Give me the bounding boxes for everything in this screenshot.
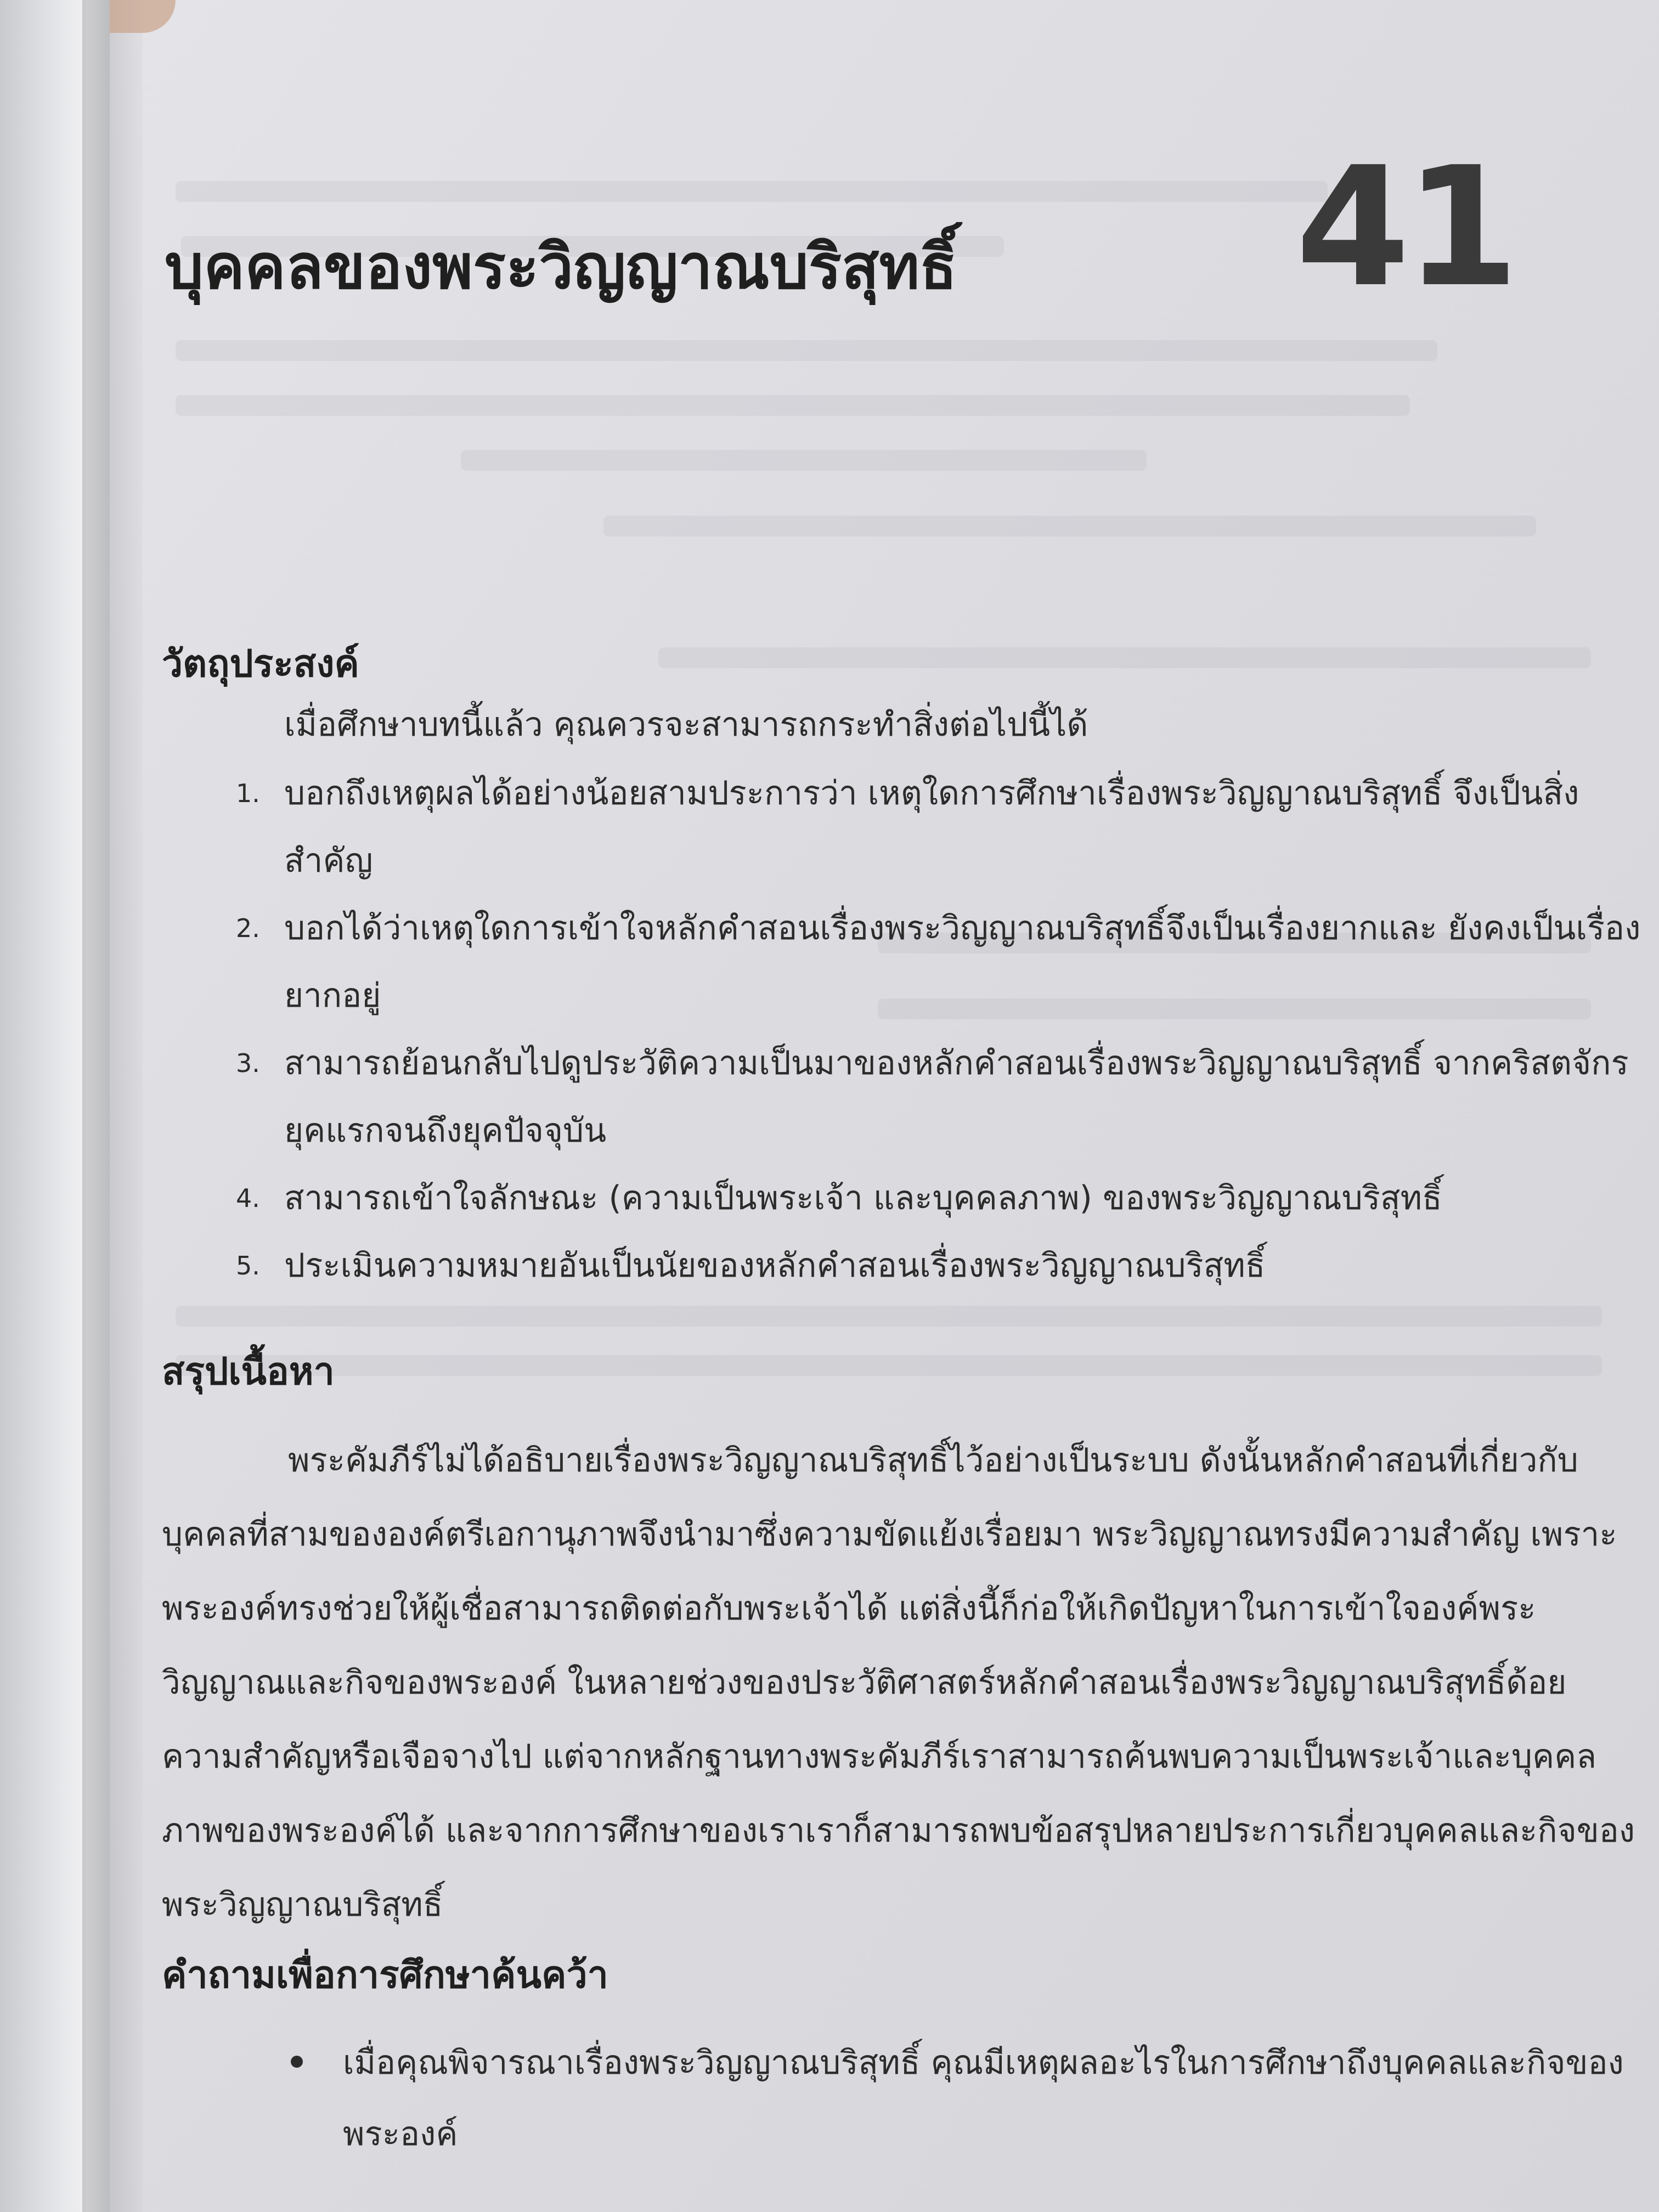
book-page <box>110 0 1659 2212</box>
item-number: 3. <box>236 1048 260 1078</box>
show-through-text <box>176 1355 1602 1376</box>
item-text: สามารถย้อนกลับไปดูประวัติความเป็นมาของหลักคำสอนเรื่องพระวิญญาณบริสุทธิ์ จากคริสตจักรยุคแรกจนถึงยุคปัจจุบัน <box>284 1044 1629 1150</box>
list-item <box>236 1165 1651 1232</box>
list-item <box>291 2027 1659 2170</box>
spine-shadow <box>82 0 143 2212</box>
objectives-heading: วัตถุประสงค์ <box>162 642 359 686</box>
objectives-intro: เมื่อศึกษาบทนี้แล้ว คุณควรจะสามารถกระทำสิ่งต่อไปนี้ได้ <box>284 706 1088 744</box>
item-number: 5. <box>236 1251 260 1280</box>
list-item <box>236 1232 1651 1300</box>
show-through-text <box>461 450 1147 471</box>
list-item <box>236 1030 1651 1165</box>
item-text: ประเมินความหมายอันเป็นนัยของหลักคำสอนเรื่องพระวิญญาณบริสุทธิ์ <box>284 1246 1266 1285</box>
item-text: บอกได้ว่าเหตุใดการเข้าใจหลักคำสอนเรื่องพระวิญญาณบริสุทธิ์จึงเป็นเรื่องยากและ ยังคงเป็นเรื่องยากอยู่ <box>284 909 1641 1015</box>
questions-list <box>291 2027 1659 2170</box>
item-text: เมื่อคุณพิจารณาเรื่องพระวิญญาณบริสุทธิ์ คุณมีเหตุผลอะไรในการศึกษาถึงบุคคลและกิจของพระองค์ <box>343 2044 1624 2153</box>
show-through-text <box>176 395 1410 416</box>
show-through-text <box>176 340 1437 361</box>
show-through-text <box>658 647 1591 668</box>
show-through-text <box>176 181 1328 202</box>
item-number: 2. <box>236 913 260 943</box>
item-number: 4. <box>236 1183 260 1213</box>
list-item <box>236 895 1651 1030</box>
chapter-number: 41 <box>1295 132 1514 323</box>
item-text: บอกถึงเหตุผลได้อย่างน้อยสามประการว่า เหตุใดการศึกษาเรื่องพระวิญญาณบริสุทธิ์ จึงเป็นสิ่งสำคัญ <box>284 774 1579 880</box>
chapter-title: บุคคลของพระวิญญาณบริสุทธิ์ <box>165 232 957 303</box>
questions-heading: คำถามเพื่อการศึกษาค้นคว้า <box>162 1954 608 1997</box>
item-text: สามารถเข้าใจลักษณะ (ความเป็นพระเจ้า และบุคคลภาพ) ของพระวิญญาณบริสุทธิ์ <box>284 1179 1442 1217</box>
bullet-icon <box>291 2056 303 2068</box>
list-item <box>236 760 1651 895</box>
show-through-text <box>603 516 1536 537</box>
item-number: 1. <box>236 778 260 808</box>
summary-heading: สรุปเนื้อหา <box>162 1350 335 1393</box>
objectives-list <box>236 760 1651 1300</box>
summary-body: พระคัมภีร์ไม่ได้อธิบายเรื่องพระวิญญาณบริสุทธิ์ไว้อย่างเป็นระบบ ดังนั้นหลักคำสอนที่เกี่ยวกับบุคคลที่สามขององค์ตรีเอกานุภาพจึงนำมาซึ่งความขัดแย้งเรื่อยมา พระวิญญาณทรงมีความสำคัญ เพราะพระองค์ทรงช่วยให้ผู้เชื่อสามารถติดต่อกับพระเจ้าได้ แต่สิ่งนี้ก็ก่อให้เกิดปัญหาในการเข้าใจองค์พระวิญญาณและกิจของพระองค์ ในหลายช่วงของประวัติศาสตร์หลักคำสอนเรื่องพระวิญญาณบริสุทธิ์ด้อยความสำคัญหรือเจือจางไป แต่จากหลักฐานทางพระคัมภีร์เราสามารถค้นพบความเป็นพระเจ้าและบุคคลภาพของพระองค์ได้ และจากการศึกษาของเราเราก็สามารถพบข้อสรุปหลายประการเกี่ยวบุคคลและกิจของพระวิญญาณบริสุทธิ์ <box>162 1441 1635 1924</box>
show-through-text <box>176 1306 1602 1327</box>
